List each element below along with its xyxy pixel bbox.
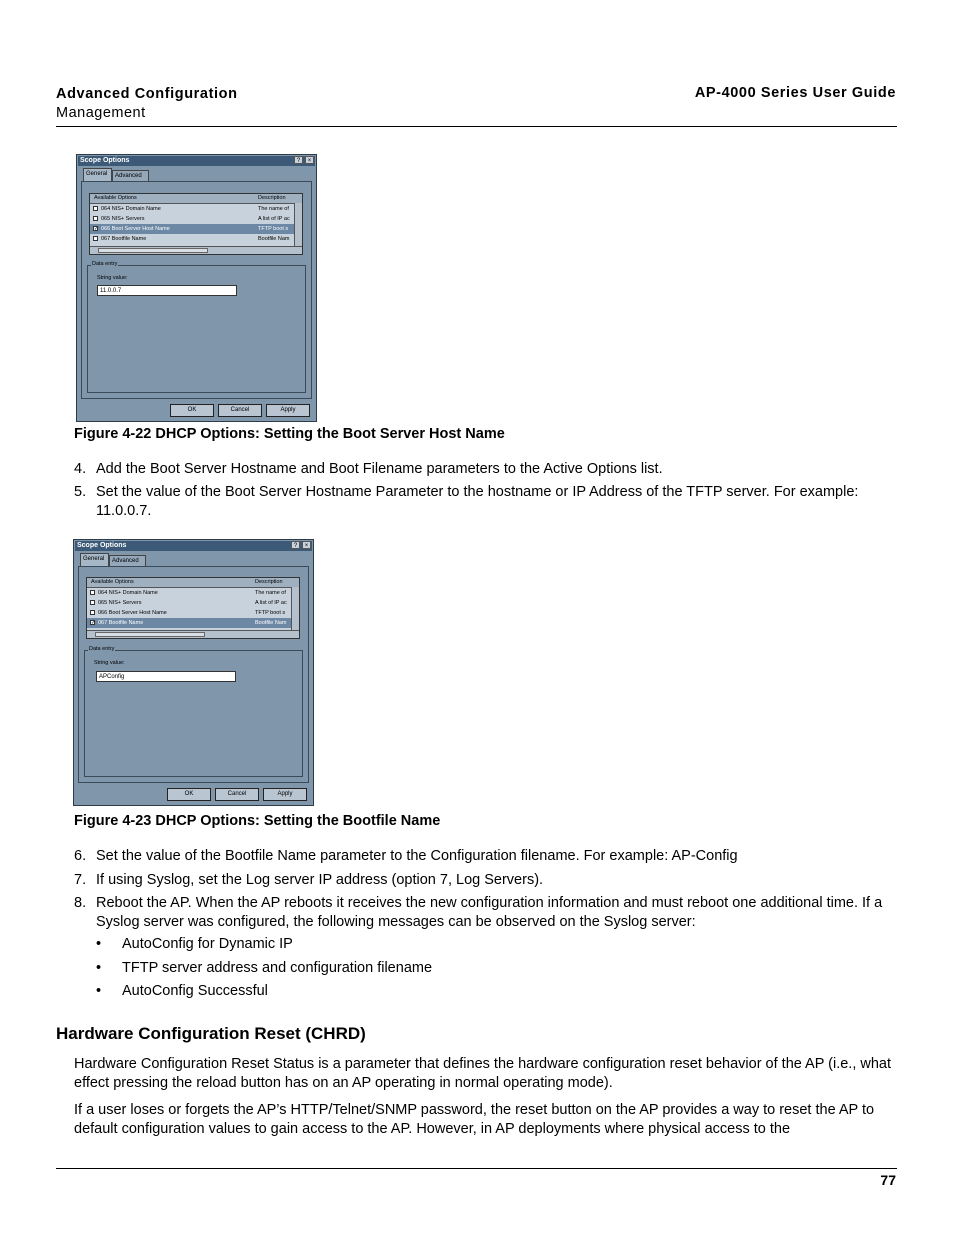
cancel-button[interactable]: Cancel [215, 788, 259, 801]
option-name: 064 NIS+ Domain Name [98, 590, 158, 596]
list-header [90, 194, 302, 204]
option-checkbox[interactable] [93, 216, 98, 221]
list-item [74, 847, 889, 866]
step-number: 5. [74, 484, 87, 500]
paragraph: If a user loses or forgets the AP’s HTTP/Telnet/SNMP password, the reset button on the AP provides a way to reset the AP to default configuration values to gain access to the AP. However, in AP deployments where physical access to the [74, 1102, 875, 1137]
list-item [96, 936, 293, 952]
string-value-label: String value: [94, 660, 125, 666]
horizontal-scrollbar[interactable] [90, 246, 302, 254]
data-entry-label: Data entry [92, 261, 118, 267]
close-button[interactable]: × [302, 541, 311, 549]
list-item [74, 483, 889, 521]
list-header [87, 578, 299, 588]
option-checkbox[interactable] [90, 590, 95, 595]
option-checkbox[interactable]: ✓ [94, 226, 99, 232]
col-description[interactable]: Description [258, 195, 286, 201]
string-value-input[interactable]: APConfig [96, 671, 236, 682]
list-item [74, 894, 889, 932]
ok-button[interactable]: OK [170, 404, 214, 417]
option-description: A list of IP ac [258, 216, 290, 222]
option-description: The name of [255, 590, 286, 596]
list-item[interactable] [87, 588, 299, 598]
col-available-options[interactable]: Available Options [94, 195, 137, 201]
data-entry-group [84, 650, 303, 777]
step-text: Reboot the AP. When the AP reboots it receives the new configuration information and must reboot one additional time. If a Syslog server was configured, the following messages can be observed on the Syslog server: [96, 895, 883, 930]
step-text: Add the Boot Server Hostname and Boot Filename parameters to the Active Options list. [96, 461, 663, 477]
option-checkbox[interactable] [93, 206, 98, 211]
apply-button[interactable]: Apply [266, 404, 310, 417]
option-description: A list of IP ac [255, 600, 287, 606]
close-button[interactable]: × [305, 156, 314, 164]
options-list[interactable] [89, 193, 303, 255]
option-description: Bootfile Nam [255, 620, 287, 626]
scroll-thumb[interactable] [95, 632, 205, 637]
list-item[interactable] [87, 618, 299, 628]
footer-rule [56, 1168, 897, 1169]
string-value-label: String value: [97, 275, 128, 281]
option-checkbox[interactable] [90, 600, 95, 605]
option-name: 067 Bootfile Name [98, 620, 144, 626]
horizontal-scrollbar[interactable] [87, 630, 299, 638]
step-number: 8. [74, 895, 87, 911]
data-entry-label: Data entry [89, 646, 115, 652]
option-checkbox[interactable] [93, 236, 98, 241]
option-description: The name of [258, 206, 289, 212]
list-item [96, 983, 268, 999]
tab-general[interactable]: General [80, 553, 109, 566]
list-item [74, 871, 889, 890]
list-item[interactable] [90, 224, 302, 234]
step-number: 6. [74, 848, 87, 864]
step-text: Set the value of the Bootfile Name parameter to the Configuration filename. For example: AP-Config [96, 848, 738, 864]
option-name: 066 Boot Server Host Name [98, 610, 167, 616]
ok-button[interactable]: OK [167, 788, 211, 801]
bullet-marker: • [96, 960, 102, 976]
list-item [96, 960, 432, 976]
bullet-marker: • [96, 936, 102, 952]
option-name: 064 NIS+ Domain Name [101, 206, 161, 212]
paragraph: Hardware Configuration Reset Status is a parameter that defines the hardware configuration reset behavior of the AP (i.e., what effect pressing the reload button has on an AP operating in normal operating mode). [74, 1056, 892, 1091]
option-name: 065 NIS+ Servers [98, 600, 142, 606]
option-name: 066 Boot Server Host Name [101, 226, 170, 232]
cancel-button[interactable]: Cancel [218, 404, 262, 417]
figure-caption-1: Figure 4-22 DHCP Options: Setting the Boot Server Host Name [74, 426, 505, 442]
step-text: Set the value of the Boot Server Hostname Parameter to the hostname or IP Address of the TFTP server. For example: 11.0.0.7. [96, 484, 859, 519]
help-button[interactable]: ? [294, 156, 303, 164]
option-description: Bootfile Nam [258, 236, 290, 242]
bullet-marker: • [96, 983, 102, 999]
tab-general[interactable]: General [83, 168, 112, 181]
option-description: TFTP boot s [255, 610, 286, 616]
page-number: 77 [880, 1172, 896, 1188]
bullet-text: AutoConfig for Dynamic IP [122, 936, 293, 952]
section-heading: Hardware Configuration Reset (CHRD) [56, 1024, 366, 1043]
running-header-left [56, 85, 238, 123]
list-item [74, 460, 889, 479]
option-checkbox[interactable]: ✓ [91, 620, 96, 626]
step-text: If using Syslog, set the Log server IP address (option 7, Log Servers). [96, 872, 544, 888]
help-button[interactable]: ? [291, 541, 300, 549]
list-item[interactable] [90, 204, 302, 214]
header-rule [56, 126, 897, 127]
option-name: 067 Bootfile Name [101, 236, 147, 242]
option-description: TFTP boot s [258, 226, 289, 232]
step-number: 7. [74, 872, 87, 888]
figure-caption-2: Figure 4-23 DHCP Options: Setting the Bootfile Name [74, 813, 441, 829]
vertical-scrollbar[interactable] [294, 203, 302, 247]
list-item[interactable] [87, 608, 299, 618]
list-item[interactable] [87, 598, 299, 608]
dialog-bootfile-name [73, 539, 314, 806]
header-section: Advanced Configuration [56, 86, 238, 102]
string-value-input[interactable]: 11.0.0.7 [97, 285, 237, 296]
col-available-options[interactable]: Available Options [91, 579, 134, 585]
step-number: 4. [74, 461, 87, 477]
vertical-scrollbar[interactable] [291, 587, 299, 631]
tab-advanced[interactable]: Advanced [109, 555, 146, 566]
options-list[interactable] [86, 577, 300, 639]
col-description[interactable]: Description [255, 579, 283, 585]
option-checkbox[interactable] [90, 610, 95, 615]
dialog-titlebar: Scope Options [75, 541, 312, 551]
dialog-boot-server-host [76, 154, 317, 422]
tab-advanced[interactable]: Advanced [112, 170, 149, 181]
list-item[interactable] [90, 214, 302, 224]
option-name: 065 NIS+ Servers [101, 216, 145, 222]
header-guide-title: AP-4000 Series User Guide [694, 85, 896, 101]
header-subsection: Management [56, 105, 146, 121]
scroll-thumb[interactable] [98, 248, 208, 253]
apply-button[interactable]: Apply [263, 788, 307, 801]
dialog-titlebar: Scope Options [78, 156, 315, 166]
bullet-text: AutoConfig Successful [122, 983, 268, 999]
list-item[interactable] [90, 234, 302, 244]
bullet-text: TFTP server address and configuration filename [122, 960, 433, 976]
